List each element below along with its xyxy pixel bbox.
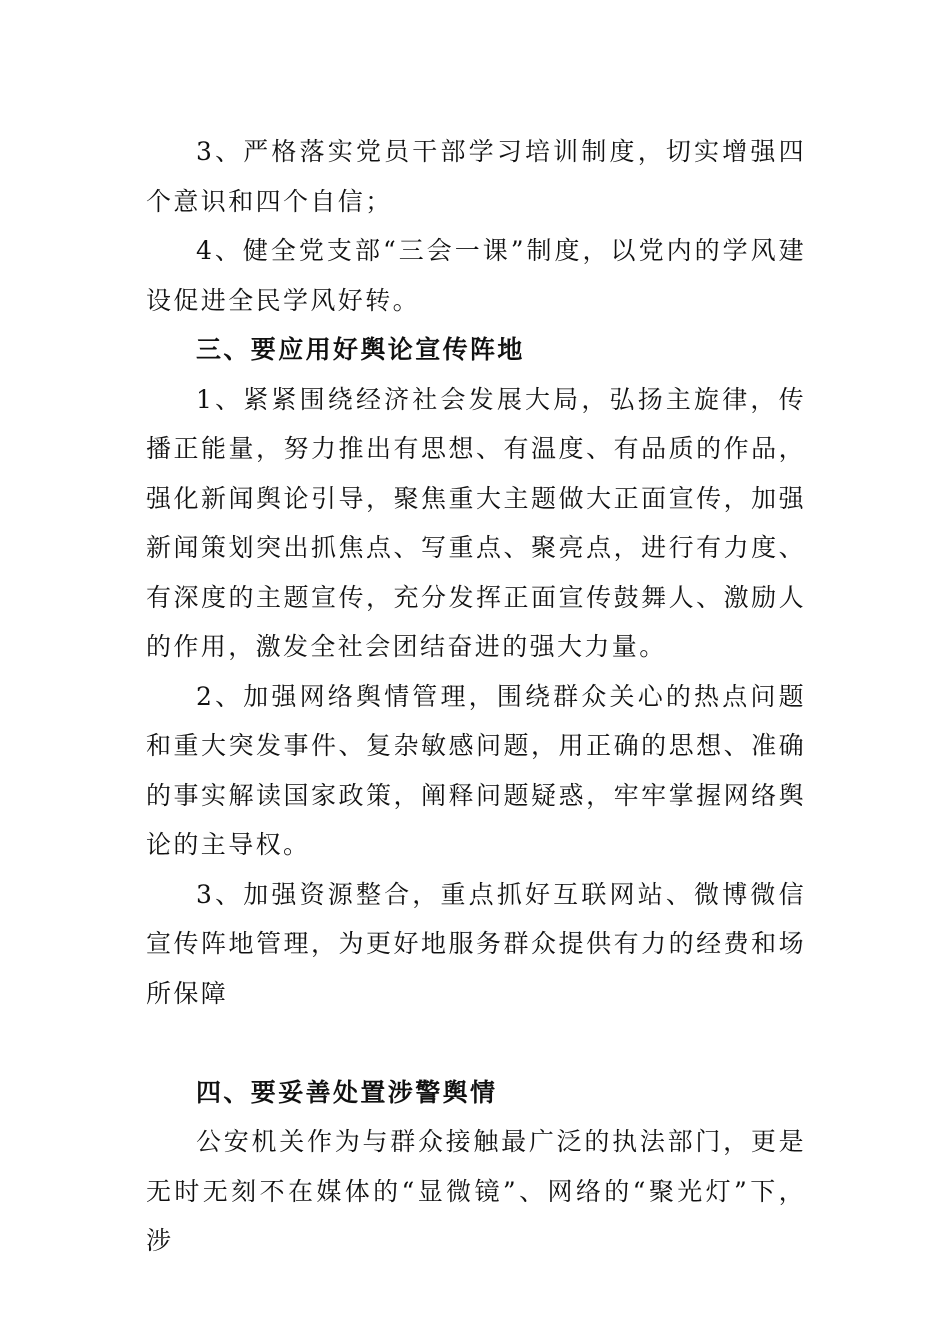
document-body	[146, 127, 806, 1266]
section-heading-3: 三、要应用好舆论宣传阵地	[196, 335, 525, 364]
paragraph-item-1-positive-publicity: 1、紧紧围绕经济社会发展大局，弘扬主旋律，传播正能量，努力推出有思想、有温度、有品质的作品，强化新闻舆论引导，聚焦重大主题做大正面宣传，加强新闻策划突出抓焦点、写重点、聚亮点，进行有力度、有深度的主题宣传，充分发挥正面宣传鼓舞人、激励人的作用，激发全社会团结奋进的强大力量。	[146, 384, 806, 661]
paragraph-spacer	[146, 1018, 806, 1068]
section-heading-4: 四、要妥善处置涉警舆情	[196, 1077, 498, 1107]
paragraph-item-4-three-meetings: 4、健全党支部“三会一课”制度，以党内的学风建设促进全民学风好转。	[146, 236, 806, 315]
paragraph-police-opinion: 公安机关作为与群众接触最广泛的执法部门，更是无时无刻不在媒体的“显微镜”、网络的“聚光灯”下，涉	[146, 1127, 806, 1255]
paragraph-item-3-resource-integration: 3、加强资源整合，重点抓好互联网站、微博微信宣传阵地管理，为更好地服务群众提供有力的经费和场所保障	[146, 879, 806, 1008]
paragraph-item-3-learning-training: 3、严格落实党员干部学习培训制度，切实增强四个意识和四个自信；	[146, 137, 806, 216]
paragraph-item-2-online-opinion: 2、加强网络舆情管理，围绕群众关心的热点问题和重大突发事件、复杂敏感问题，用正确的思想、准确的事实解读国家政策，阐释问题疑惑，牢牢掌握网络舆论的主导权。	[146, 681, 806, 859]
